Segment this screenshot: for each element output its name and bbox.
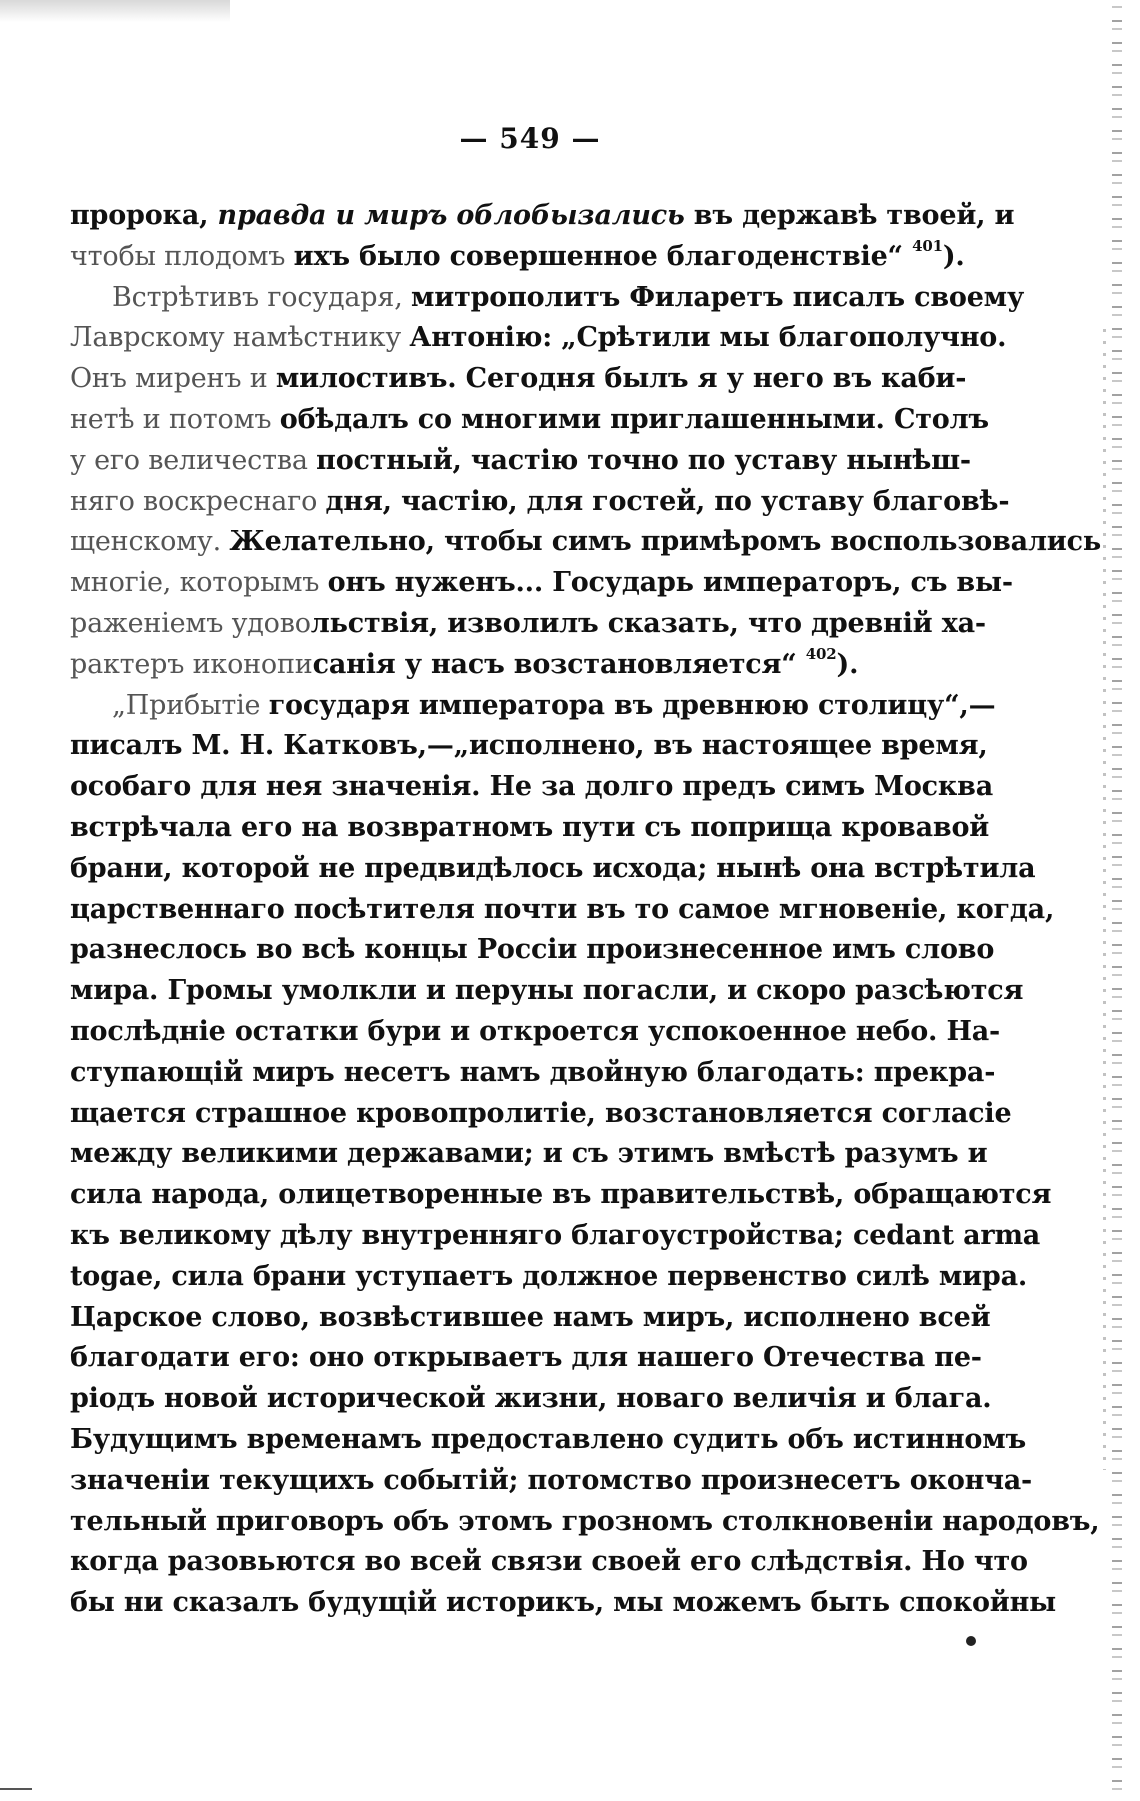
text-line: мира. Громы умолкли и перуны погасли, и скоро разсѣются bbox=[70, 975, 1024, 1007]
ink-dot bbox=[966, 1636, 976, 1646]
page-number: — 549 — bbox=[459, 122, 601, 155]
text-line: Царское слово, возвѣстившее намъ миръ, исполнено всей bbox=[70, 1301, 991, 1333]
text-line: Встрѣтивъ государя, митрополитъ Филаретъ писалъ своему bbox=[112, 281, 1025, 313]
text-line: значеніи текущихъ событій; потомство произнесетъ оконча- bbox=[70, 1464, 1033, 1496]
text-line: чтобы плодомъ ихъ было совершенное благоденствіе“ $^{401}$). bbox=[70, 236, 965, 272]
text-line: ступающій миръ несетъ намъ двойную благодать: прекра- bbox=[70, 1056, 996, 1088]
footnote-ref: 402 bbox=[805, 644, 837, 663]
text-line: къ великому дѣлу внутренняго благоустройства; cedant arma bbox=[70, 1219, 1041, 1251]
text-line: Онъ миренъ и милостивъ. Сегодня былъ я у него въ каби- bbox=[70, 363, 967, 395]
text-line: многіе, которымъ онъ нуженъ... Государь императоръ, съ вы- bbox=[70, 567, 1013, 599]
text-line: благодати его: оно открываетъ для нашего Отечества пе- bbox=[70, 1342, 982, 1374]
text-line: щается страшное кровопролитіе, возстановляется согласіе bbox=[70, 1097, 1012, 1129]
page-gutter-edge bbox=[1112, 0, 1122, 1801]
text-line: нетѣ и потомъ обѣдалъ со многими приглашенными. Столъ bbox=[70, 403, 989, 435]
text-line: Будущимъ временамъ предоставлено судить объ истинномъ bbox=[70, 1423, 1026, 1455]
text-line: щенскому. Желательно, чтобы симъ примѣромъ воспользовались bbox=[70, 526, 1101, 558]
text-line: Лаврскому намѣстнику Антонію: „Срѣтили мы благополучно. bbox=[70, 322, 1007, 354]
page-gutter-shadow bbox=[1103, 320, 1106, 1470]
scan-margin-tick bbox=[0, 1788, 32, 1790]
text-line: ріодъ новой исторической жизни, новаго величія и блага. bbox=[70, 1383, 992, 1415]
text-line: у его величества постный, частію точно по уставу нынѣш- bbox=[70, 444, 971, 476]
text-line: писалъ М. Н. Катковъ,—„исполнено, въ настоящее время, bbox=[70, 730, 988, 762]
text-line: брани, которой не предвидѣлось исхода; нынѣ она встрѣтила bbox=[70, 852, 1036, 884]
text-line: послѣдніе остатки бури и откроется успокоенное небо. На- bbox=[70, 1015, 1001, 1047]
body-text bbox=[70, 196, 1101, 1624]
text-line: „Прибытіе государя императора въ древнюю столицу“,— bbox=[112, 689, 996, 721]
text-line: сила народа, олицетворенные въ правительствѣ, обращаются bbox=[70, 1179, 1052, 1211]
scan-smudge bbox=[0, 0, 230, 22]
text-line: няго воскреснаго дня, частію, для гостей, по уставу благовѣ- bbox=[70, 485, 1010, 517]
text-line: бы ни сказалъ будущій историкъ, мы можемъ быть спокойны bbox=[70, 1587, 1057, 1619]
text-line: царственнаго посѣтителя почти въ то самое мгновеніе, когда, bbox=[70, 893, 1055, 925]
text-line: когда разовьются во всей связи своей его слѣдствія. Но что bbox=[70, 1546, 1028, 1578]
text-line: встрѣчала его на возвратномъ пути съ поприща кровавой bbox=[70, 811, 990, 843]
text-line: особаго для нея значенія. Не за долго предъ симъ Москва bbox=[70, 771, 994, 803]
text-line: разнеслось во всѣ концы Россіи произнесенное имъ слово bbox=[70, 934, 995, 966]
text-line: рактеръ иконописанія у насъ возстановляется“ $^{402}$). bbox=[70, 644, 859, 680]
text-line: между великими державами; и съ этимъ вмѣстѣ разумъ и bbox=[70, 1138, 988, 1170]
footnote-ref: 401 bbox=[912, 236, 943, 255]
text-line: togae, сила брани уступаетъ должное первенство силѣ мира. bbox=[70, 1260, 1028, 1292]
text-line: раженіемъ удовольствія, изволилъ сказать, что древній ха- bbox=[70, 607, 986, 639]
text-line: тельный приговоръ объ этомъ грозномъ столкновеніи народовъ, bbox=[70, 1505, 1100, 1537]
text-line: пророка, правда и миръ облобызались въ державѣ твоей, и bbox=[70, 200, 1015, 231]
